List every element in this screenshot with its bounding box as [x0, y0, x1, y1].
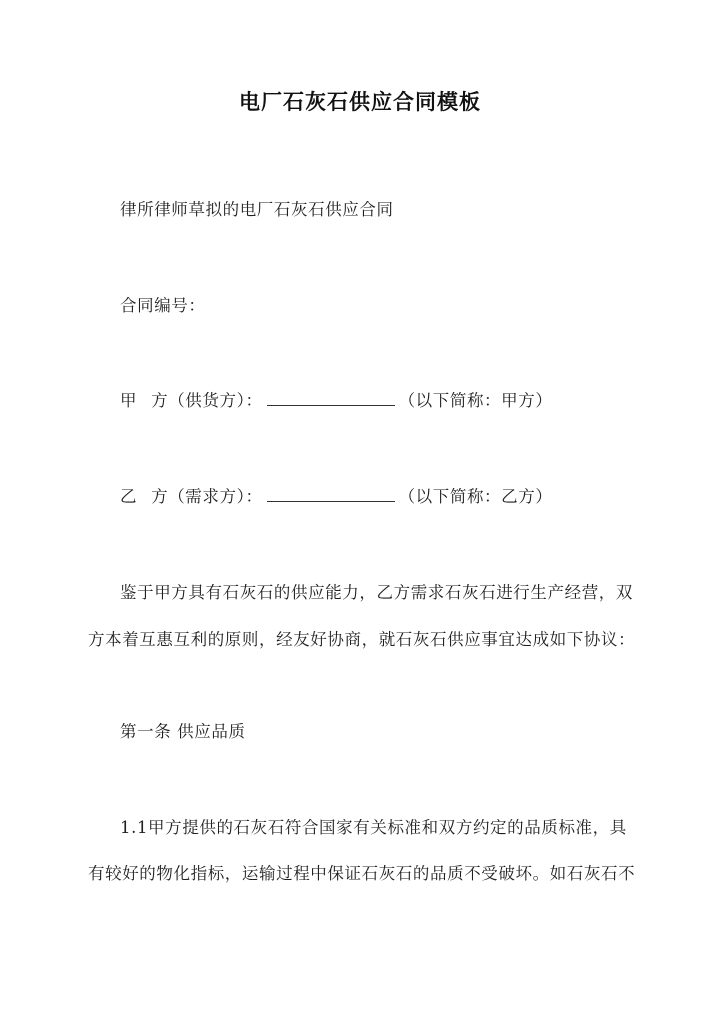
- party-b-blank-field[interactable]: [267, 487, 395, 502]
- party-a-label-char: 甲: [120, 391, 138, 410]
- clause-1-1-line-2: 有较好的物化指标，运输过程中保证石灰石的品质不受破坏。如石灰石不: [88, 864, 636, 883]
- preamble-line-1: 鉴于甲方具有石灰石的供应能力，乙方需求石灰石进行生产经营，双: [120, 583, 633, 602]
- clause-1-1-line-1: 1.1甲方提供的石灰石符合国家有关标准和双方约定的品质标准，具: [120, 818, 627, 837]
- contract-number-label: 合同编号：: [120, 296, 206, 315]
- party-a-label: 方（供货方）：: [151, 391, 263, 410]
- party-a-line: [120, 387, 552, 411]
- party-a-blank-field[interactable]: [267, 391, 395, 406]
- party-a-suffix: （以下简称：甲方）: [398, 391, 553, 410]
- party-b-label-char: 乙: [120, 487, 138, 506]
- party-b-line: [120, 483, 552, 507]
- preamble-line-2: 方本着互惠互利的原则，经友好协商，就石灰石供应事宜达成如下协议：: [88, 630, 636, 649]
- party-b-suffix: （以下简称：乙方）: [398, 487, 553, 506]
- article-1-heading: 第一条 供应品质: [120, 722, 246, 741]
- party-b-label: 方（需求方）：: [151, 487, 263, 506]
- document-title: 电厂石灰石供应合同模板: [239, 89, 481, 114]
- subtitle-line: 律所律师草拟的电厂石灰石供应合同: [120, 200, 394, 219]
